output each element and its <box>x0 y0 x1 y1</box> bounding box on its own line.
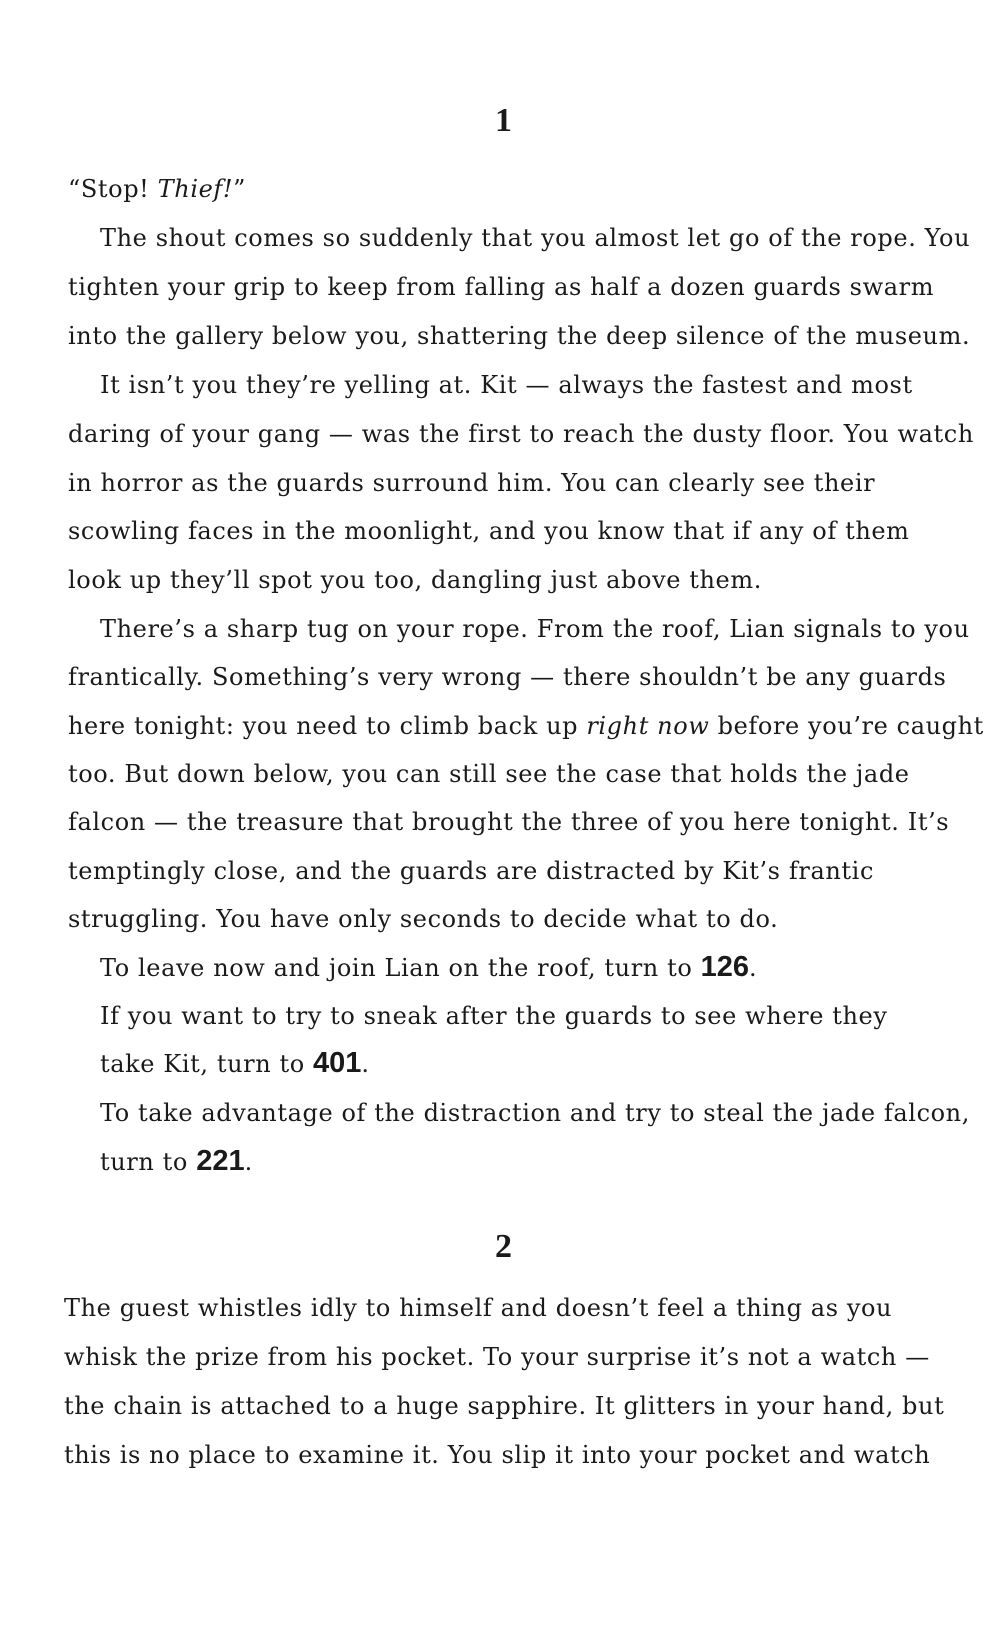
text-line <box>68 663 947 691</box>
text-run: temptingly close, and the guards are distracted by Kit’s frantic <box>68 857 874 885</box>
text-run: struggling. You have only seconds to decide what to do. <box>68 905 779 933</box>
text-line <box>100 953 757 982</box>
text-run: turn to <box>100 1148 197 1176</box>
turn-to-number: 401 <box>313 1047 362 1079</box>
turn-to-number: 221 <box>196 1145 245 1177</box>
text-line <box>68 420 974 448</box>
text-line <box>68 760 910 788</box>
text-run: . <box>749 954 758 982</box>
text-line <box>100 224 971 252</box>
text-run: The shout comes so suddenly that you almost let go of the rope. You <box>100 224 971 252</box>
text-run: daring of your gang — was the first to reach the dusty floor. You watch <box>68 420 974 448</box>
section-number-1: 1 <box>495 102 512 139</box>
text-run: If you want to try to sneak after the guards to see where they <box>100 1002 888 1030</box>
text-run: this is no place to examine it. You slip it into your pocket and watch <box>64 1441 931 1469</box>
text-run: To take advantage of the distraction and try to steal the jade falcon, <box>100 1099 970 1127</box>
text-line <box>68 175 246 203</box>
text-run: frantically. Something’s very wrong — there shouldn’t be any guards <box>68 663 947 691</box>
text-line <box>68 566 762 594</box>
text-line <box>100 615 970 643</box>
text-run: tighten your grip to keep from falling as half a dozen guards swarm <box>68 273 935 301</box>
text-line <box>64 1343 930 1371</box>
text-line <box>100 1049 370 1078</box>
text-run: in horror as the guards surround him. You can clearly see their <box>68 469 876 497</box>
text-run: whisk the prize from his pocket. To your surprise it’s not a watch — <box>64 1343 930 1371</box>
text-line <box>68 517 910 545</box>
text-run: There’s a sharp tug on your rope. From the roof, Lian signals to you <box>100 615 970 643</box>
text-line <box>68 273 935 301</box>
text-line <box>100 1099 970 1127</box>
text-run: too. But down below, you can still see the case that holds the jade <box>68 760 910 788</box>
section-number-2: 2 <box>495 1228 512 1265</box>
text-line <box>64 1441 931 1469</box>
text-line <box>100 1002 888 1030</box>
text-run: . <box>361 1050 370 1078</box>
text-line <box>68 905 778 933</box>
text-run: It isn’t you they’re yelling at. Kit — always the fastest and most <box>100 371 913 399</box>
text-line <box>68 712 984 740</box>
text-run: “Stop! <box>68 175 158 203</box>
text-line <box>64 1392 945 1420</box>
text-run: into the gallery below you, shattering the deep silence of the museum. <box>68 322 971 350</box>
text-run: take Kit, turn to <box>100 1050 314 1078</box>
turn-to-number: 126 <box>700 951 749 983</box>
text-run: falcon — the treasure that brought the three of you here tonight. It’s <box>68 808 950 836</box>
text-run: . <box>244 1148 253 1176</box>
text-run: scowling faces in the moonlight, and you know that if any of them <box>68 517 910 545</box>
text-run: here tonight: you need to climb back up <box>68 712 587 740</box>
text-run: the chain is attached to a huge sapphire. It glitters in your hand, but <box>64 1392 945 1420</box>
text-run: look up they’ll spot you too, dangling just above them. <box>68 566 762 594</box>
text-run: ” <box>233 175 247 203</box>
text-line <box>68 322 971 350</box>
italic-text: Thief! <box>157 175 234 203</box>
text-line <box>100 1147 253 1176</box>
text-line <box>64 1294 893 1322</box>
text-line <box>68 469 874 497</box>
italic-text: right now <box>586 712 710 740</box>
text-line <box>68 808 950 836</box>
text-line <box>100 371 913 399</box>
text-run: To leave now and join Lian on the roof, turn to <box>100 954 701 982</box>
text-run: The guest whistles idly to himself and doesn’t feel a thing as you <box>64 1294 893 1322</box>
text-run: before you’re caught <box>709 712 984 740</box>
text-line <box>68 857 874 885</box>
